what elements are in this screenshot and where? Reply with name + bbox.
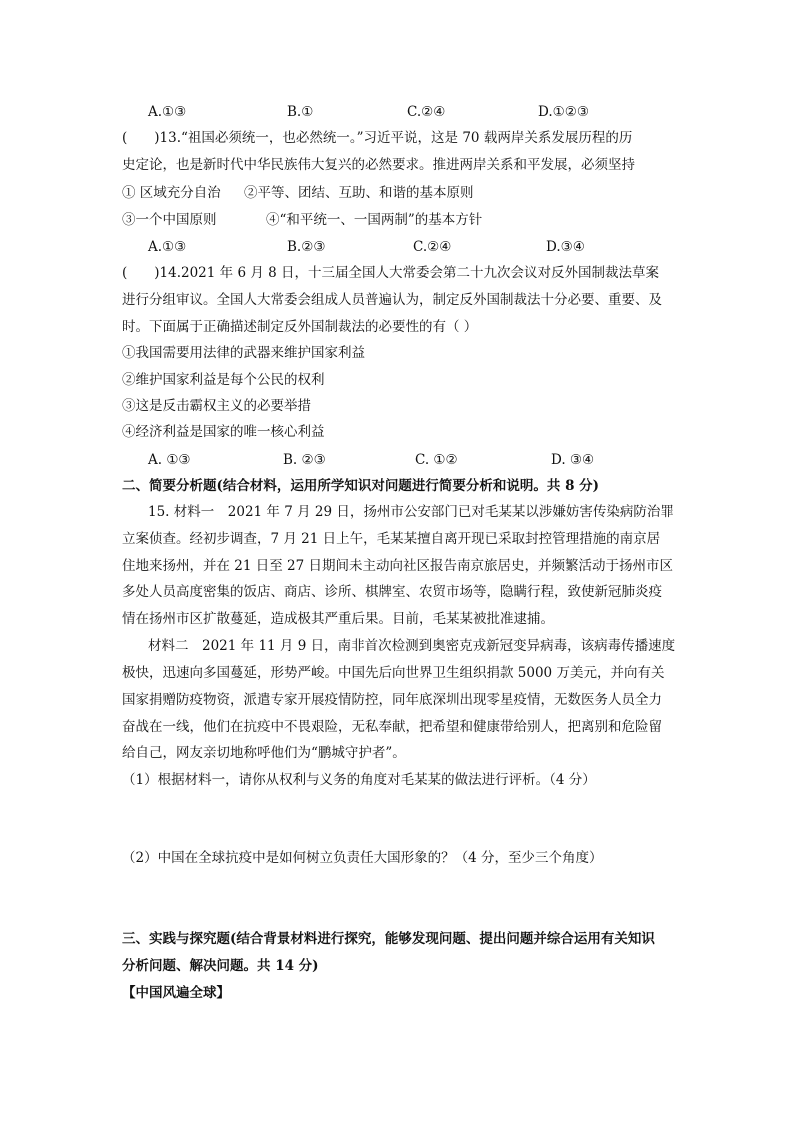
q15-material2-line4: 奋战在一线，他们在抗疫中不畏艰险，无私奉献，把希望和健康带给别人，把离别和危险留 xyxy=(122,719,662,735)
section3-header xyxy=(122,929,655,949)
q13-item-1: ① 区域充分自治 xyxy=(122,185,221,201)
q15-material1-line3: 住地来扬州，并在 21 日至 27 日期间未主动向社区报告南京旅居史，并频繁活动于扬州市区 xyxy=(122,558,674,574)
q13-option-d: D.③④ xyxy=(546,239,585,255)
q15-material2-line2: 极快，迅速向多国蔓延，形势严峻。中国先后向世界卫生组织捐款 5000 万美元，并向有关 xyxy=(122,665,665,681)
q15-material1-line5: 情在扬州市区扩散蔓延，造成极其严重后果。目前，毛某某被批准逮捕。 xyxy=(122,611,554,627)
q14-stem-line2: 进行分组审议。全国人大常委会组成人员普遍认为，制定反外国制裁法十分必要、重要、及 xyxy=(122,292,662,308)
q13-item-2: ②平等、团结、互助、和谐的基本原则 xyxy=(244,185,474,201)
q14-option-a: A. ①③ xyxy=(148,452,191,468)
q15-material1-line2: 立案侦查。经初步调查，7 月 21 日上午，毛某某擅自离开现已采取封控管理措施的南京居 xyxy=(122,531,661,547)
section3-description-line1: (结合背景材料进行探究，能够发现问题、提出问题并综合运用有关知识 xyxy=(230,931,655,947)
q14-stem-line1: ( )14.2021 年 6 月 8 日，十三届全国人大常委会第二十九次会议对反外国制裁法草案 xyxy=(122,265,659,281)
q13-option-c: C.②④ xyxy=(413,239,452,255)
section2-header xyxy=(122,476,599,496)
q14-option-d: D. ③④ xyxy=(551,452,595,468)
q14-item-2: ②维护国家利益是每个公民的权利 xyxy=(122,372,325,388)
section3-topic: 【中国风遍全球】 xyxy=(122,985,230,1001)
q13-stem-line2: 史定论，也是新时代中华民族伟大复兴的必然要求。推进两岸关系和平发展，必须坚持 xyxy=(122,157,635,173)
section2-description: (结合材料，运用所学知识对问题进行简要分析和说明。共 8 分) xyxy=(216,478,600,494)
q15-material2-line3: 国家捐赠防疫物资，派遣专家开展疫情防控，同年底深圳出现零星疫情，无数医务人员全力 xyxy=(122,692,662,708)
q12-option-a: A.①③ xyxy=(148,104,187,120)
q15-material1-line1: 15. 材料一 2021 年 7 月 29 日，扬州市公安部门已对毛某某以涉嫌妨害传染病防治罪 xyxy=(148,504,674,520)
q15-subquestion-1: （1）根据材料一，请你从权利与义务的角度对毛某某的做法进行评析。（4 分） xyxy=(122,772,596,788)
q12-option-d: D.①②③ xyxy=(538,104,589,120)
q15-material1-line4: 多处人员高度密集的饭店、商店、诊所、棋牌室、农贸市场等，隐瞒行程，致使新冠肺炎疫 xyxy=(122,584,662,600)
q14-option-b: B. ②③ xyxy=(283,452,326,468)
q14-item-4: ④经济利益是国家的唯一核心利益 xyxy=(122,424,325,440)
q14-stem-line3: 时。下面属于正确描述制定反外国制裁法的必要性的有（ ） xyxy=(122,319,478,335)
q13-item-4: ④“和平统一、一国两制”的基本方针 xyxy=(266,212,483,228)
q14-item-1: ①我国需要用法律的武器来维护国家利益 xyxy=(122,345,365,361)
section3-description-line2: 分析问题、解决问题。共 14 分) xyxy=(122,958,319,974)
q15-subquestion-2: （2）中国在全球抗疫中是如何树立负责任大国形象的？（4 分，至少三个角度） xyxy=(122,850,603,866)
q13-option-b: B.②③ xyxy=(287,239,326,255)
q15-material2-line1: 材料二 2021 年 11 月 9 日，南非首次检测到奥密克戎新冠变异病毒，该病毒传播速度 xyxy=(148,638,676,654)
q12-option-b: B.① xyxy=(287,104,314,120)
q13-item-3: ③一个中国原则 xyxy=(122,212,217,228)
q15-material2-line5: 给自己，网友亲切地称呼他们为“鹏城守护者”。 xyxy=(122,745,406,761)
q12-option-c: C.②④ xyxy=(407,104,446,120)
section2-heading: 二、简要分析题 xyxy=(122,478,217,494)
q14-item-3: ③这是反击霸权主义的必要举措 xyxy=(122,398,311,414)
q13-option-a: A.①③ xyxy=(148,239,187,255)
q14-option-c: C. ①② xyxy=(415,452,458,468)
q13-stem-line1: ( )13.“祖国必须统一，也必然统一。”习近平说，这是 70 载两岸关系发展历程的历 xyxy=(122,130,633,146)
section3-heading: 三、实践与探究题 xyxy=(122,931,230,947)
